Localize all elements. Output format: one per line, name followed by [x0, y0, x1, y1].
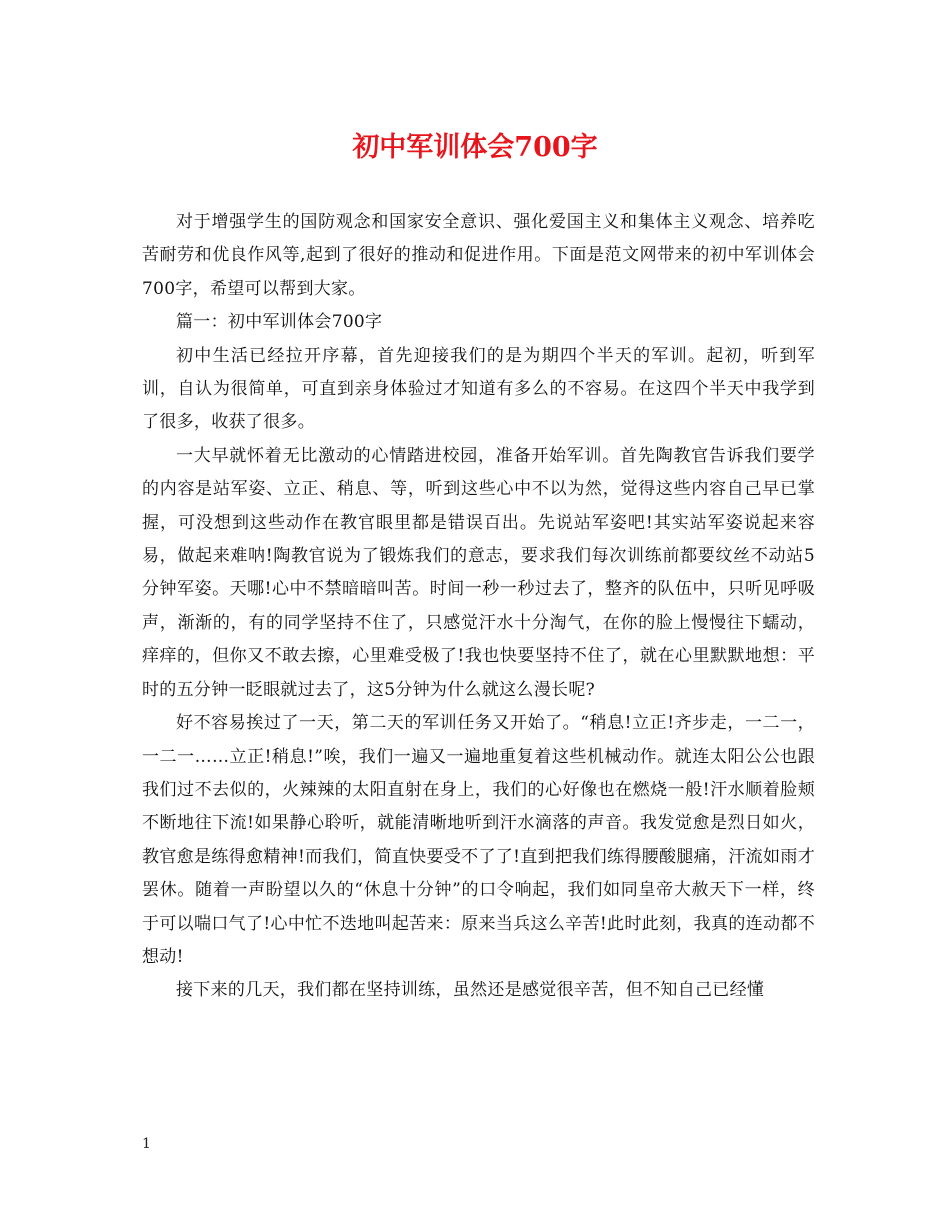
paragraph: 初中生活已经拉开序幕，首先迎接我们的是为期四个半天的军训。起初，听到军训，自认为很简单，可直到亲身体验过才知道有多么的不容易。在这四个半天中我学到了很多，收获了很多。	[142, 345, 815, 433]
paragraph: 一大早就怀着无比激动的心情踏进校园，准备开始军训。首先陶教官告诉我们要学的内容是站军姿、立正、稍息、等，听到这些心中不以为然，觉得这些内容自己早已掌握，可没想到这些动作在教官眼里都是错误百出。先说站军姿吧!其实站军姿说起来容易，做起来难呐!陶教官说为了锻炼我们的意志，要求我们每次训练前都要纹丝不动站5分钟军姿。天哪!心中不禁暗暗叫苦。时间一秒一秒过去了，整齐的队伍中，只听见呼吸声，渐渐的，有的同学坚持不住了，只感觉汗水十分淘气，在你的脸上慢慢往下蠕动，痒痒的，但你又不敢去擦，心里难受极了!我也快要坚持不住了，就在心里默默地想：平时的五分钟一眨眼就过去了，这5分钟为什么就这么漫长呢?	[142, 445, 815, 700]
section-heading: 篇一：初中军训体会700字	[176, 312, 383, 333]
paragraph: 接下来的几天，我们都在坚持训练，虽然还是感觉很辛苦，但不知自己已经懂	[176, 980, 765, 1001]
document-body	[142, 206, 815, 1008]
paragraph-intro: 对于增强学生的国防观念和国家安全意识、强化爱国主义和集体主义观念、培养吃苦耐劳和优良作风等,起到了很好的推动和促进作用。下面是范文网带来的初中军训体会700字，希望可以帮到大家。	[142, 212, 815, 299]
page-number: 1	[142, 1136, 151, 1152]
paragraph: 好不容易挨过了一天，第二天的军训任务又开始了。“稍息!立正!齐步走，一二一，一二一……立正!稍息!”唉，我们一遍又一遍地重复着这些机械动作。就连太阳公公也跟我们过不去似的，火辣辣的太阳直射在身上，我们的心好像也在燃烧一般!汗水顺着脸颊不断地往下流!如果静心聆听，就能清晰地听到汗水滴落的声音。我发觉愈是烈日如火，教官愈是练得愈精神!而我们，简直快要受不了了!直到把我们练得腰酸腿痛，汗流如雨才罢休。随着一声盼望以久的“休息十分钟”的口令响起，我们如同皇帝大赦天下一样，终于可以喘口气了!心中忙不迭地叫起苦来：原来当兵这么辛苦!此时此刻，我真的连动都不想动!	[142, 713, 815, 967]
document-title: 初中军训体会700字	[352, 132, 598, 163]
